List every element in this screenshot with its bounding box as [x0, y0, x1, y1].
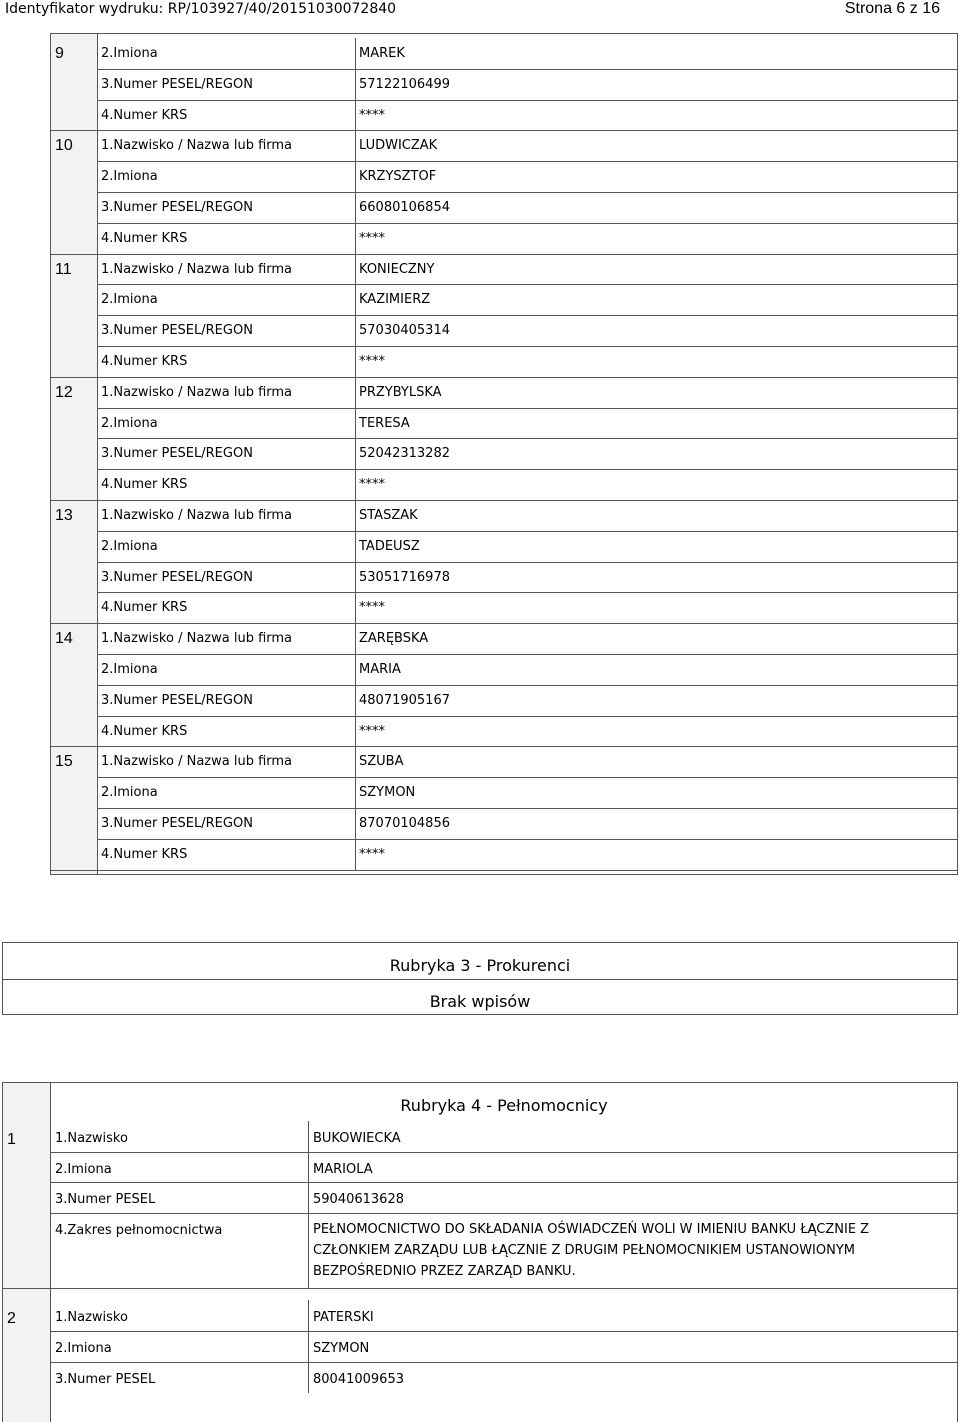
row-number-column	[51, 34, 98, 874]
field-label: 4.Numer KRS	[101, 477, 188, 493]
column-divider	[355, 685, 356, 716]
field-label: 1.Nazwisko / Nazwa lub firma	[101, 261, 293, 277]
row-divider	[51, 746, 957, 747]
field-label: 2.Imiona	[101, 292, 158, 308]
column-divider	[308, 1152, 309, 1183]
field-label: 4.Numer KRS	[101, 354, 188, 369]
field-value: KONIECZNY	[359, 261, 435, 277]
column-divider	[355, 223, 356, 254]
field-value: SZUBA	[359, 754, 404, 770]
field-value: ****	[359, 354, 385, 369]
rubryka3-title: Rubryka 3 - Prokurenci	[389, 956, 571, 975]
column-divider	[355, 346, 356, 377]
field-value: SZYMON	[359, 785, 416, 801]
field-label: 4.Numer KRS	[101, 107, 188, 123]
column-divider	[355, 408, 356, 439]
field-value: ****	[359, 107, 385, 123]
field-value: ****	[359, 600, 385, 616]
field-value: PATERSKI	[313, 1310, 374, 1326]
column-divider	[355, 100, 356, 131]
column-divider	[355, 130, 356, 161]
column-divider	[308, 1213, 309, 1288]
field-value: ****	[359, 477, 385, 493]
print-identifier: Identyfikator wydruku: RP/103927/40/20151030072840	[5, 1, 397, 17]
column-divider	[355, 161, 356, 192]
page-number: Strona 6 z 16	[844, 0, 940, 17]
column-divider	[308, 1121, 309, 1152]
row-divider	[98, 531, 957, 532]
field-label: 4.Numer KRS	[101, 600, 188, 616]
field-value: 57122106499	[359, 76, 450, 92]
field-label: 3.Numer PESEL/REGON	[101, 446, 253, 462]
row-number: 1	[7, 1131, 16, 1148]
column-divider	[355, 69, 356, 100]
field-label: 3.Numer PESEL/REGON	[101, 200, 253, 215]
row-divider	[98, 839, 957, 840]
field-label: 2.Imiona	[101, 169, 158, 185]
field-label: 4.Numer KRS	[101, 230, 188, 246]
rubryka4-title: Rubryka 4 - Pełnomocnicy	[400, 1096, 608, 1115]
rubryka3-section	[2, 942, 958, 1015]
field-value: MARIOLA	[313, 1161, 373, 1177]
column-divider	[355, 562, 356, 593]
row-divider	[98, 408, 957, 409]
field-value: 53051716978	[359, 569, 450, 585]
field-value: TADEUSZ	[359, 538, 420, 554]
field-label: 1.Nazwisko / Nazwa lub firma	[101, 508, 293, 523]
field-value: 80041009653	[313, 1371, 404, 1387]
field-label: 1.Nazwisko / Nazwa lub firma	[101, 384, 293, 400]
column-divider	[355, 716, 356, 747]
column-divider	[355, 438, 356, 469]
field-value: ZARĘBSKA	[359, 631, 429, 647]
column-divider	[308, 1300, 309, 1331]
row-divider	[98, 192, 957, 193]
field-label: 3.Numer PESEL/REGON	[101, 692, 253, 708]
row-divider	[51, 1331, 957, 1332]
field-label: 3.Numer PESEL	[55, 1371, 156, 1387]
column-divider	[355, 746, 356, 777]
row-number: 12	[55, 383, 73, 401]
row-divider	[98, 777, 957, 778]
column-divider	[355, 808, 356, 839]
row-divider	[3, 1288, 957, 1289]
column-divider	[308, 1331, 309, 1362]
field-label: 1.Nazwisko / Nazwa lub firma	[101, 631, 293, 647]
field-value: STASZAK	[359, 508, 418, 523]
row-divider	[98, 223, 957, 224]
column-divider	[355, 38, 356, 69]
field-value: 52042313282	[359, 446, 450, 462]
field-label: 3.Numer PESEL	[55, 1192, 156, 1208]
field-label: 2.Imiona	[55, 1161, 112, 1177]
field-value: BUKOWIECKA	[313, 1131, 401, 1146]
field-label: 4.Zakres pełnomocnictwa	[55, 1223, 223, 1239]
field-value: PEŁNOMOCNICTWO DO SKŁADANIA OŚWIADCZEŃ WOLI W IMIENIU BANKU ŁĄCZNIE Z CZŁONKIEM ZARZĄDU LUB ŁĄCZNIE Z DRUGIM PEŁNOMOCNIKIEM USTANOWIONYM BEZPOŚREDNIO PRZEZ ZARZĄD BANKU.	[313, 1222, 870, 1280]
column-divider	[308, 1182, 309, 1213]
row-divider	[51, 377, 957, 378]
row-divider	[51, 1362, 957, 1363]
row-divider	[98, 808, 957, 809]
column-divider	[355, 377, 356, 408]
row-divider	[98, 284, 957, 285]
field-label: 2.Imiona	[101, 46, 158, 61]
row-divider	[51, 130, 957, 131]
column-divider	[355, 531, 356, 562]
field-label: 3.Numer PESEL/REGON	[101, 569, 253, 585]
field-label: 1.Nazwisko / Nazwa lub firma	[101, 754, 293, 770]
field-label: 4.Numer KRS	[101, 723, 188, 739]
row-number: 9	[55, 45, 64, 62]
field-label: 2.Imiona	[101, 785, 158, 801]
row-number: 14	[55, 630, 73, 648]
column-divider	[355, 284, 356, 315]
row-divider	[98, 100, 957, 101]
row-number: 2	[7, 1310, 16, 1328]
field-value: KRZYSZTOF	[359, 169, 437, 185]
column-divider	[355, 500, 356, 531]
field-value: 48071905167	[359, 692, 450, 708]
row-number: 13	[55, 507, 73, 524]
row-divider	[51, 254, 957, 255]
column-divider	[355, 254, 356, 285]
row-number: 10	[55, 137, 73, 155]
column-divider	[355, 315, 356, 346]
column-divider	[355, 623, 356, 654]
row-divider	[51, 870, 957, 871]
field-label: 2.Imiona	[101, 538, 158, 554]
field-label: 3.Numer PESEL/REGON	[101, 76, 253, 92]
row-divider	[98, 562, 957, 563]
row-divider	[51, 500, 957, 501]
field-value: 59040613628	[313, 1192, 404, 1208]
row-divider	[51, 623, 957, 624]
column-divider	[355, 469, 356, 500]
field-label: 4.Numer KRS	[101, 846, 188, 862]
row-divider	[98, 438, 957, 439]
field-label: 1.Nazwisko	[55, 1310, 128, 1326]
field-value: ****	[359, 846, 385, 862]
row-divider	[98, 315, 957, 316]
field-value: SZYMON	[313, 1340, 370, 1356]
field-value: MAREK	[359, 46, 405, 61]
row-divider	[98, 716, 957, 717]
field-value: ****	[359, 723, 385, 739]
row-number: 15	[55, 753, 73, 771]
row-divider	[51, 1213, 957, 1214]
field-value: PRZYBYLSKA	[359, 384, 442, 400]
field-value: MARIA	[359, 662, 401, 677]
row-number: 11	[55, 260, 72, 278]
column-divider	[355, 654, 356, 685]
row-divider	[98, 592, 957, 593]
rubryka3-empty-text: Brak wpisów	[429, 992, 531, 1011]
row-divider	[51, 1152, 957, 1153]
column-divider	[355, 192, 356, 223]
field-value: KAZIMIERZ	[359, 292, 431, 308]
row-divider	[98, 685, 957, 686]
row-divider	[98, 161, 957, 162]
field-label: 2.Imiona	[101, 415, 158, 431]
row-divider	[98, 69, 957, 70]
field-label: 2.Imiona	[101, 662, 158, 677]
column-divider	[355, 592, 356, 623]
rubryka4-table	[2, 1082, 958, 1422]
row-divider	[98, 469, 957, 470]
field-value: ****	[359, 230, 385, 246]
column-divider	[355, 777, 356, 808]
row-divider	[51, 1182, 957, 1183]
column-divider	[355, 839, 356, 870]
rubryka2-table	[50, 33, 958, 875]
column-divider	[308, 1362, 309, 1393]
field-label: 3.Numer PESEL/REGON	[101, 323, 253, 339]
row-divider	[98, 654, 957, 655]
field-value: LUDWICZAK	[359, 138, 438, 154]
row-divider	[98, 346, 957, 347]
field-value: TERESA	[359, 415, 410, 431]
field-label: 3.Numer PESEL/REGON	[101, 816, 253, 831]
field-value: 66080106854	[359, 200, 450, 215]
field-label: 1.Nazwisko / Nazwa lub firma	[101, 138, 293, 154]
field-label: 1.Nazwisko	[55, 1131, 128, 1146]
field-label: 2.Imiona	[55, 1340, 112, 1356]
field-value: 57030405314	[359, 323, 450, 339]
field-value: 87070104856	[359, 816, 450, 831]
